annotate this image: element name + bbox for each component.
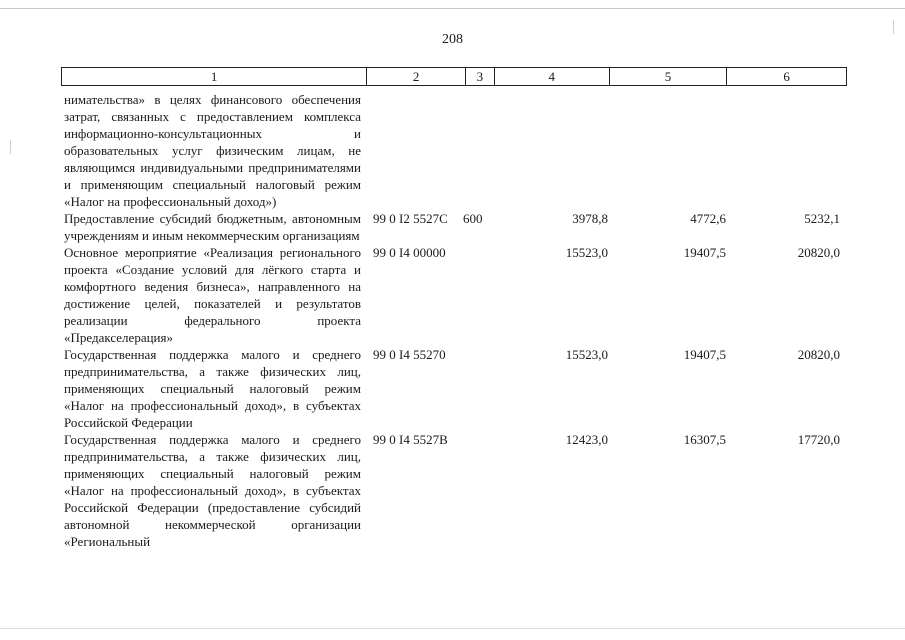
row-value-6: 17720,0	[797, 432, 840, 447]
row-value-4	[495, 91, 608, 210]
row-value-4: 15523,0	[565, 347, 608, 362]
row-code	[367, 91, 463, 210]
row-code: 99 0 I4 5527B	[373, 432, 448, 447]
row-code: 99 0 I4 00000	[373, 245, 446, 260]
row-type: 600	[463, 211, 483, 226]
row-type	[463, 91, 495, 210]
row-description: Предоставление субсидий бюджетным, автономным учреждениям и иным некоммерческим организациям	[64, 211, 361, 243]
header-col-1: 1	[62, 68, 367, 85]
row-type	[463, 244, 495, 346]
row-value-5: 19407,5	[683, 245, 726, 260]
row-description: Государственная поддержка малого и среднего предпринимательства, а также физических лиц, применяющих специальный налоговый режим «Налог на профессиональный доход», в субъектах Российской Федерации (предоставление субсидий автономной некоммерческой организации «Региональный	[64, 432, 361, 549]
row-value-5	[608, 91, 726, 210]
row-code: 99 0 I2 5527C	[373, 211, 448, 226]
header-col-2: 2	[367, 68, 466, 85]
table-body	[61, 91, 847, 550]
row-value-5: 16307,5	[683, 432, 726, 447]
header-col-4: 4	[495, 68, 610, 85]
table-row	[61, 244, 847, 346]
header-col-3: 3	[466, 68, 495, 85]
row-description: Основное мероприятие «Реализация регионального проекта «Создание условий для лёгкого старта и комфортного ведения бизнеса», направленного на достижение целей, показателей и результатов реализации федерального проекта «Предакселерация»	[64, 245, 361, 345]
row-value-5: 19407,5	[683, 347, 726, 362]
row-value-6: 20820,0	[797, 347, 840, 362]
table-row	[61, 210, 847, 244]
header-col-5: 5	[610, 68, 728, 85]
row-value-6	[726, 91, 844, 210]
row-value-5: 4772,6	[690, 211, 726, 226]
row-value-6: 20820,0	[797, 245, 840, 260]
row-value-4: 12423,0	[565, 432, 608, 447]
row-description: Государственная поддержка малого и среднего предпринимательства, а также физических лиц, применяющих специальный налоговый режим «Налог на профессиональный доход», в субъектах Российской Федерации	[64, 347, 361, 430]
row-type	[463, 431, 495, 550]
table-row	[61, 346, 847, 431]
row-type	[463, 346, 495, 431]
row-description: нимательства» в целях финансового обеспечения затрат, связанных с предоставлением комплекса информационно-консультационных и образовательных услуг физическим лицам, не являющимся индивидуальными предпринимателями и применяющим специальный налоговый режим «Налог на профессиональный доход»)	[64, 92, 361, 209]
page-number: 208	[442, 32, 463, 47]
table-header	[61, 67, 847, 86]
table-row	[61, 431, 847, 550]
header-col-6: 6	[783, 69, 790, 84]
row-value-4: 3978,8	[572, 211, 608, 226]
row-code: 99 0 I4 55270	[373, 347, 446, 362]
table-row	[61, 91, 847, 210]
row-value-4: 15523,0	[565, 245, 608, 260]
row-value-6: 5232,1	[804, 211, 840, 226]
